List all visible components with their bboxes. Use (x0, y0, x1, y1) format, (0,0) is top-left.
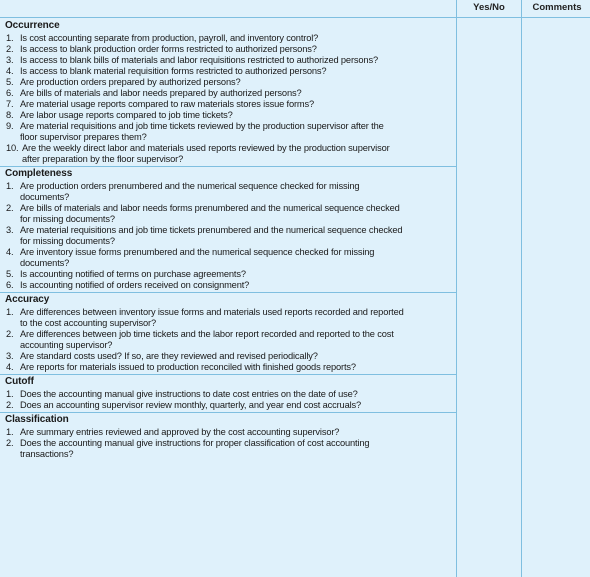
section-accuracy (4, 294, 452, 373)
section-title: Cutoff (5, 376, 34, 387)
section-cutoff (4, 376, 452, 411)
question-item (4, 427, 452, 438)
section-title: Classification (5, 414, 69, 425)
question-text: Are production orders prenumbered and the numerical sequence checked for missing documents? (20, 181, 360, 202)
questionnaire-content (4, 20, 452, 460)
question-item (4, 362, 452, 373)
question-item (4, 55, 452, 66)
question-number: 10. (6, 143, 19, 153)
question-text: Are material requisitions and job time tickets prenumbered and the numerical sequence checked for missing documents? (20, 225, 403, 246)
question-number: 4. (6, 66, 14, 76)
question-number: 6. (6, 280, 14, 290)
question-item (4, 121, 452, 143)
question-text: Does an accounting supervisor review monthly, quarterly, and year end cost accruals? (20, 400, 362, 410)
question-item (4, 225, 452, 247)
question-text: Is accounting notified of orders received on consignment? (20, 280, 250, 290)
question-number: 7. (6, 99, 14, 109)
question-number: 3. (6, 55, 14, 65)
question-item (4, 77, 452, 88)
question-number: 1. (6, 389, 14, 399)
question-item (4, 438, 452, 460)
question-item (4, 203, 452, 225)
question-text: Are differences between inventory issue forms and materials used reports recorded and reported to the cost accounting supervisor? (20, 307, 404, 328)
question-number: 6. (6, 88, 14, 98)
question-number: 5. (6, 269, 14, 279)
question-number: 2. (6, 400, 14, 410)
yes-no-header: Yes/No (473, 2, 505, 13)
question-text: Are the weekly direct labor and materials used reports reviewed by the production supervisor after preparation by the floor supervisor? (22, 143, 390, 164)
question-text: Are inventory issue forms prenumbered and the numerical sequence checked for missing documents? (20, 247, 375, 268)
question-number: 9. (6, 121, 14, 131)
question-item (4, 181, 452, 203)
question-number: 2. (6, 44, 14, 54)
question-number: 8. (6, 110, 14, 120)
section-divider (0, 166, 456, 167)
question-text: Are differences between job time tickets and the labor report recorded and reported to the cost accounting supervisor? (20, 329, 394, 350)
section-classification (4, 414, 452, 460)
column-divider-yesno (456, 0, 457, 577)
question-item (4, 307, 452, 329)
section-completeness (4, 168, 452, 291)
question-item (4, 99, 452, 110)
question-text: Are material usage reports compared to raw materials stores issue forms? (20, 99, 315, 109)
question-text: Are production orders prepared by authorized persons? (20, 77, 241, 87)
question-number: 3. (6, 351, 14, 361)
question-number: 2. (6, 329, 14, 339)
question-text: Are standard costs used? If so, are they reviewed and revised periodically? (20, 351, 318, 361)
section-title: Completeness (5, 168, 73, 179)
section-title: Accuracy (5, 294, 50, 305)
question-item (4, 88, 452, 99)
question-text: Are labor usage reports compared to job time tickets? (20, 110, 233, 120)
question-number: 4. (6, 247, 14, 257)
comments-header: Comments (532, 2, 582, 13)
question-item (4, 44, 452, 55)
column-divider-comments (521, 0, 522, 577)
question-text: Are material requisitions and job time tickets reviewed by the production supervisor after the floor supervisor prepares them? (20, 121, 384, 142)
question-text: Are bills of materials and labor needs forms prenumbered and the numerical sequence checked for missing documents? (20, 203, 400, 224)
question-item (4, 66, 452, 77)
question-item (4, 351, 452, 362)
question-number: 2. (6, 203, 14, 213)
question-text: Is access to blank material requisition forms restricted to authorized persons? (20, 66, 327, 76)
question-item (4, 269, 452, 280)
question-item (4, 280, 452, 291)
section-divider (0, 374, 456, 375)
question-text: Are reports for materials issued to production reconciled with finished goods reports? (20, 362, 356, 372)
question-number: 2. (6, 438, 14, 448)
section-occurrence (4, 20, 452, 165)
question-number: 1. (6, 181, 14, 191)
question-text: Does the accounting manual give instructions to date cost entries on the date of use? (20, 389, 358, 399)
question-text: Does the accounting manual give instructions for proper classification of cost accounting transactions? (20, 438, 370, 459)
section-title: Occurrence (5, 20, 60, 31)
question-number: 1. (6, 307, 14, 317)
question-text: Is accounting notified of terms on purchase agreements? (20, 269, 246, 279)
question-item (4, 400, 452, 411)
question-text: Are bills of materials and labor needs prepared by authorized persons? (20, 88, 302, 98)
question-item (4, 110, 452, 121)
section-divider (0, 292, 456, 293)
section-divider (0, 412, 456, 413)
question-number: 1. (6, 427, 14, 437)
question-text: Are summary entries reviewed and approved by the cost accounting supervisor? (20, 427, 340, 437)
question-item (4, 33, 452, 44)
question-number: 3. (6, 225, 14, 235)
question-text: Is access to blank production order forms restricted to authorized persons? (20, 44, 317, 54)
header-row (0, 0, 590, 18)
question-number: 4. (6, 362, 14, 372)
question-item (4, 329, 452, 351)
question-item (4, 143, 452, 165)
question-item (4, 247, 452, 269)
question-number: 1. (6, 33, 14, 43)
question-text: Is cost accounting separate from production, payroll, and inventory control? (20, 33, 319, 43)
question-number: 5. (6, 77, 14, 87)
question-item (4, 389, 452, 400)
question-text: Is access to blank bills of materials and labor requisitions restricted to authorized persons? (20, 55, 378, 65)
